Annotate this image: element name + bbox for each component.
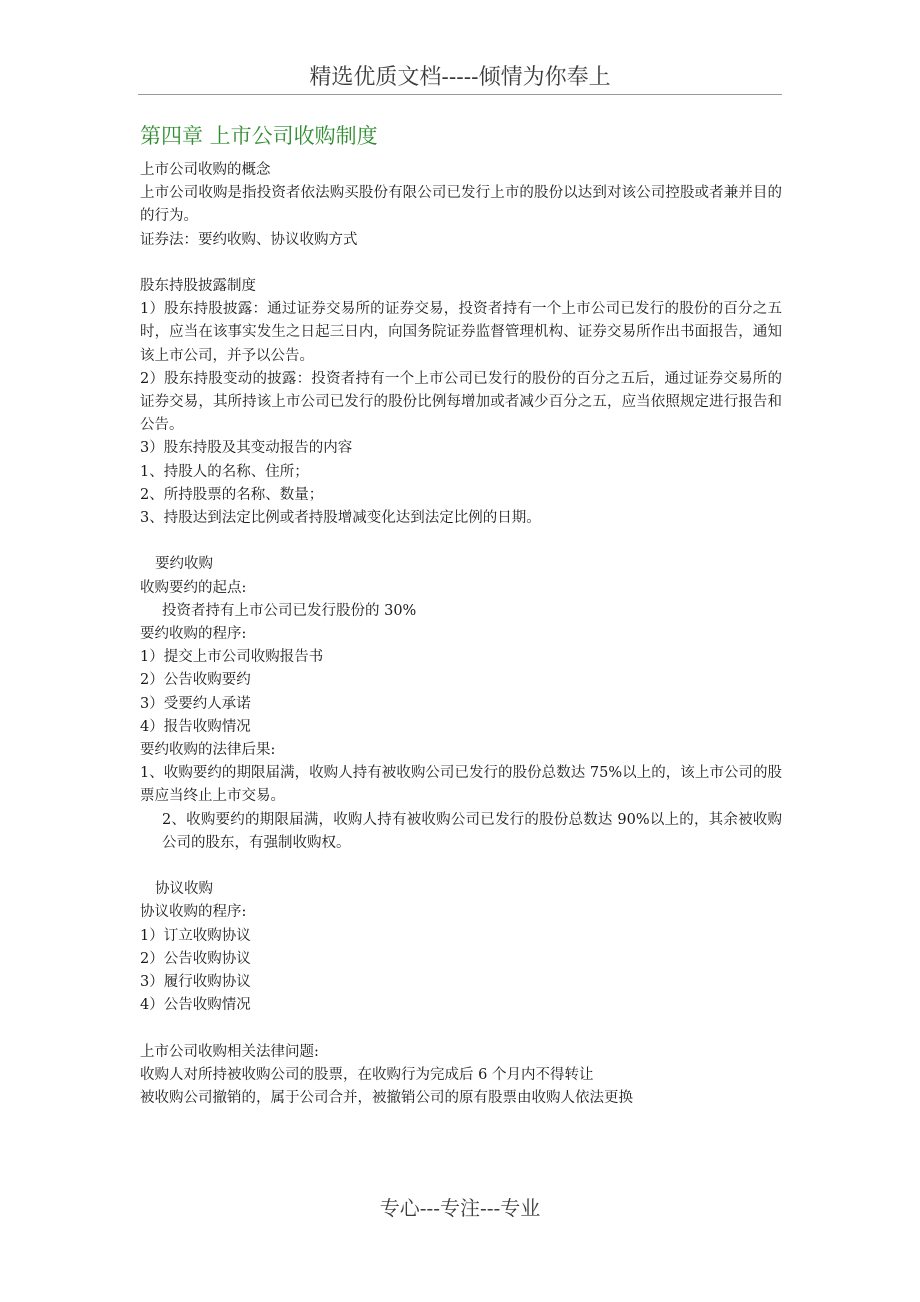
paragraph-disclosure-1: 1）股东持股披露：通过证券交易所的证券交易，投资者持有一个上市公司已发行的股份的百分之五时，应当在该事实发生之日起三日内，向国务院证券监督管理机构、证券交易所作出书面报告，通知该上市公司，并予以公告。	[140, 301, 782, 364]
paragraph-methods: 证券法：要约收购、协议收购方式	[140, 231, 358, 248]
paragraph-lockup: 收购人对所持被收购公司的股票，在收购行为完成后 6 个月内不得转让	[140, 1066, 594, 1083]
list-item: 4）公告收购情况	[140, 997, 251, 1014]
section-heading-tender-offer: 要约收购	[155, 556, 213, 573]
subheading-start-point: 收购要约的起点:	[140, 579, 247, 596]
spacer	[140, 252, 782, 275]
spacer	[140, 530, 782, 553]
list-item: 1）订立收购协议	[140, 927, 251, 944]
section-heading-concept: 上市公司收购的概念	[140, 162, 271, 178]
paragraph-definition: 上市公司收购是指投资者依法购买股份有限公司已发行上市的股份以达到对该公司控股或者兼并目的的行为。	[140, 185, 782, 225]
spacer	[140, 1017, 782, 1040]
list-item: 4）报告收购情况	[140, 718, 251, 735]
list-item: 2）公告收购要约	[140, 672, 251, 689]
paragraph-consequence-1: 1、收购要约的期限届满，收购人持有被收购公司已发行的股份总数达 75%以上的，该上市公司的股票应当终止上市交易。	[140, 765, 782, 805]
section-heading-agreement: 协议收购	[155, 881, 213, 898]
list-item: 1）提交上市公司收购报告书	[140, 649, 324, 666]
page-header: 精选优质文档-----倾情为你奉上	[138, 62, 782, 95]
subheading-legal-consequences: 要约收购的法律后果:	[140, 742, 276, 759]
paragraph-merger: 被收购公司撤销的，属于公司合并，被撤销公司的原有股票由收购人依法更换	[140, 1090, 633, 1107]
document-body	[140, 159, 782, 1110]
list-item: 1、持股人的名称、住所；	[140, 463, 309, 480]
paragraph-disclosure-2: 2）股东持股变动的披露：投资者持有一个上市公司已发行的股份的百分之五后，通过证券交易所的证券交易，其所持该上市公司已发行的股份比例每增加或者减少百分之五，应当依照规定进行报告和公告。	[140, 370, 782, 434]
section-heading-legal-issues: 上市公司收购相关法律问题:	[140, 1043, 319, 1060]
page-footer: 专心---专注---专业	[379, 1196, 541, 1220]
paragraph-threshold: 投资者持有上市公司已发行股份的 30%	[162, 602, 417, 619]
paragraph-consequence-2: 2、收购要约的期限届满，收购人持有被收购公司已发行的股份总数达 90%以上的，其余被收购公司的股东，有强制收购权。	[162, 811, 782, 851]
list-item: 2、所持股票的名称、数量；	[140, 486, 324, 503]
section-heading-disclosure: 股东持股披露制度	[140, 278, 256, 294]
chapter-title: 第四章 上市公司收购制度	[140, 124, 378, 148]
subheading-agreement-procedure: 协议收购的程序:	[140, 904, 247, 921]
list-item: 3、持股达到法定比例或者持股增减变化达到法定比例的日期。	[140, 510, 541, 527]
spacer	[140, 855, 782, 878]
list-item: 3）受要约人承诺	[140, 695, 251, 712]
subheading-procedure: 要约收购的程序:	[140, 626, 247, 643]
list-item: 2）公告收购协议	[140, 950, 251, 967]
paragraph-disclosure-3: 3）股东持股及其变动报告的内容	[140, 440, 353, 457]
list-item: 3）履行收购协议	[140, 974, 251, 991]
